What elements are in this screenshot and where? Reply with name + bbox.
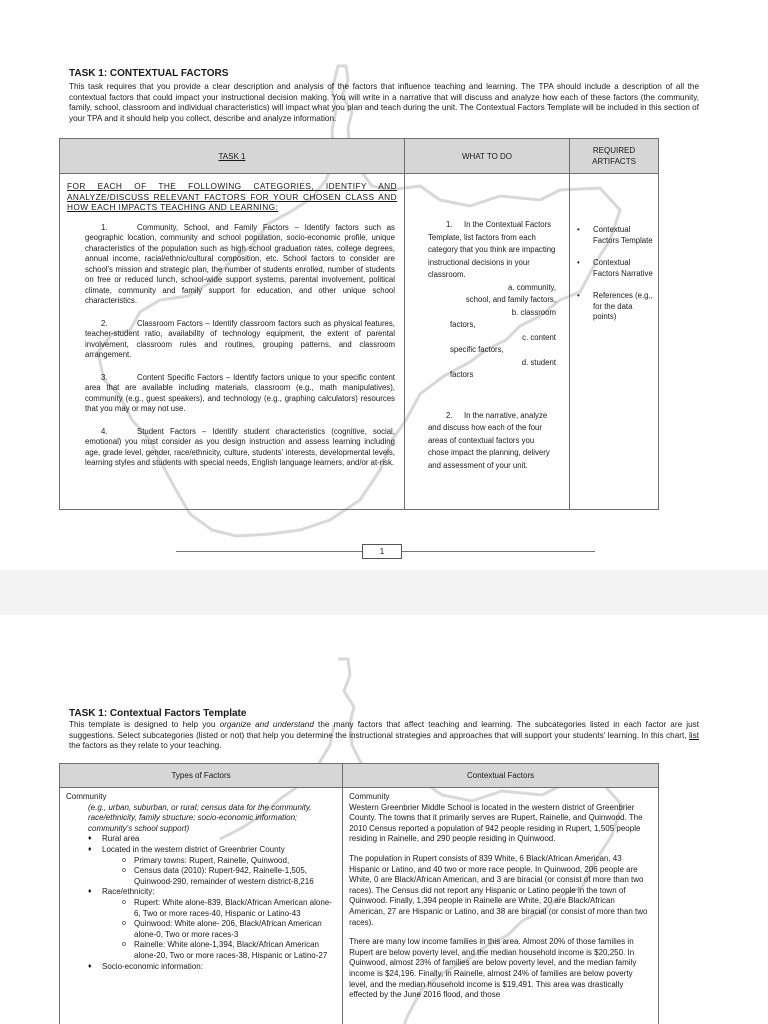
footer-rule-right [401,551,595,552]
col-header-task: TASK 1 [60,139,405,174]
factor-item: 1. Community, School, and Family Factors – Identify factors such as geographic location, community and school population, socio-economic profile, unique characteristics of the population such as high school graduation rates, college degrees, annual income, racial/ethnic/cultural composition, etc. School factors to consider are school's mission and strategic plan, the number of students enrolled, number of students on free or reduced lunch, school-wide support systems, parental involvement, political climate, community and family support for education, and other unique school characteristics. [85,222,395,306]
list-item: ♦ Socio-economic information: [102,962,336,973]
task-intro: This task requires that you provide a clear description and analysis of the factors that influence teaching and learning. The TPA should include a description of all the contextual factors that could impact your instructional decision making. You will write in a narrative that will discuss and analyze how each of these factors (the community, family, school, classroom and individual characteristics) will impact what you plan and teach during the unit. The Contextual Factors Template will be included in this section of your TPA and it should help you collect, describe and analyze information. [69,82,699,123]
factor-item: 4. Student Factors – Identify student characteristics (cognitive, social, emotional) you must consider as you design instruction and assess learning including age, grade level, gender, race/ethnicity, culture, students' interests, developmental levels, learning styles and students with special needs, English language learners, and/or at-risk. [85,426,395,468]
page-2 [0,615,768,1024]
artifacts-cell [569,174,658,510]
categories-heading: FOR EACH OF THE FOLLOWING CATEGORIES, IDENTIFY AND ANALYZE/DISCUSS RELEVANT FACTORS FOR YOUR CHOSEN CLASS AND HOW EACH IMPACTS TEACHING AND LEARNING: [67,181,397,213]
types-cell [60,788,343,1024]
todo-item-1: 1. In the Contextual Factors Template, list factors from each category that you think are impacting instructional decisions in your classroom. a. community, school, and family factors, b. classroom factors, c. content specific factors, d. student factors [427,220,556,379]
col-header-what-to-do: WHAT TO DO [404,139,569,174]
template-heading: TASK 1: Contextual Factors Template [69,708,247,719]
paragraph: The population in Rupert consists of 839 White, 6 Black/African American, 43 Hispanic or Latino, and 40 two or more race people. In Quinwood, 206 people are White, 0 are Black/African American, and 3 are biracial (or consist of more than two races). The Census did not report any Hispanic or Latino people in the town of Quinwood. Finally, 1,394 people in Rainelle are White, 20 are Black/African American, 27 are Hispanic or Latino, and 38 are biracial (or consist of more than two races). [349,853,648,927]
community-hint: (e.g., urban, suburban, or rural; census data for the community, race/ethnicity, family structure; socio-economic information; community's school support) [88,802,312,833]
factor-item: 2. Classroom Factors – Identify classroom factors such as physical features, teacher-student ratio, availability of technology equipment, the extent of parental involvement, classroom rules and routines, grouping patterns, and classroom arrangement. [85,318,395,360]
list-subitem: o Quinwood: White alone- 206, Black/African American alone-0, Two or more races-3 [134,919,336,940]
list-item: ♦ Located in the western district of Greenbrier County o Primary towns: Rupert, Rainelle, Quinwood, o Census data (2010): Rupert-942, Rainelle-1,505, Quinwood-290, remainder of western district-8,216 [102,845,336,887]
what-to-do-cell [404,174,569,510]
artifact-item: • References (e.g., for the data points) [593,291,657,323]
paragraph: There are many low income families in this area. Almost 20% of those families in Rupert are below poverty level, and the median household income is $20,250. In Quinwood, almost 23% of families are below poverty level, and the median family income is $24,196. Finally, in Rainelle, almost 24% of families are below poverty level, and the median household income is $19,491. This area was drastically effected by the June 2016 flood, and those [349,937,637,1000]
task-table [59,138,659,510]
contextual-cell [343,788,659,1024]
community-label: Community [66,792,107,801]
list-subitem: o Primary towns: Rupert, Rainelle, Quinwood, [134,856,336,867]
page-gap [0,570,768,615]
col-header-types-of-factors: Types of Factors [60,764,343,788]
todo-item-2: 2. In the narrative, analyze and discuss how each of the four areas of contextual factors you chose impact the planning, delivery and assessment of your unit. [427,410,550,470]
list-subitem: o Rainelle: White alone-1,394, Black/African American alone-20, Two or more races-38, Hispanic or Latino-27 [134,940,336,961]
artifact-item: • Contextual Factors Narrative [593,258,657,279]
community-label: Community [349,792,390,801]
page-number: 1 [362,544,402,559]
footer-rule-left [176,551,362,552]
template-intro: This template is designed to help you organize and understand the many factors that affect teaching and learning. The subcategories listed in each factor are just suggestions. Select subcategories (listed or not) that help you determine the instructional strategies and approaches that will support your students' learning. In this chart, list the factors as they relate to your teaching. [69,720,700,751]
task-heading: TASK 1: CONTEXTUAL FACTORS [69,68,229,79]
col-header-required-artifacts: REQUIRED ARTIFACTS [569,139,658,174]
list-subitem: o Census data (2010): Rupert-942, Rainelle-1,505, Quinwood-290, remainder of western district-8,216 [134,866,336,887]
col-header-contextual-factors: Contextual Factors [343,764,659,788]
artifact-item: • Contextual Factors Template [593,225,657,246]
list-item: ♦ Rural area [102,834,336,845]
list-subitem: o Rupert: White alone-839, Black/African American alone-6, Two or more races-40, Hispanic or Latino-43 [134,898,336,919]
factor-item: 3. Content Specific Factors – Identify factors unique to your specific content area that are available including materials, classroom (e.g., math manipulatives), community (e.g., guest speakers), and technology (e.g., graphing calculators) resources that you may or may not use. [85,372,395,414]
paragraph: Western Greenbrier Middle School is located in the western district of Greenbrier County. The towns that it primarily serves are Rupert, Rainelle, and Quinwood. The 2010 Census reported a population of 942 people residing in Rupert, 1,505 people residing in Rainelle, and 290 people residing in Quinwood. [349,802,643,844]
list-item: ♦ Race/ethnicity: o Rupert: White alone-839, Black/African American alone-6, Two or more races-40, Hispanic or Latino-43 o Quinwood: White alone- 206, Black/African American alone-0, Two or more races-3 o Rainelle: White alone-1,394, Black/African American alone-20, Two or more races-38, Hispanic or Latino-27 [102,887,336,961]
factors-table [59,763,659,1024]
task-cell [60,174,405,510]
